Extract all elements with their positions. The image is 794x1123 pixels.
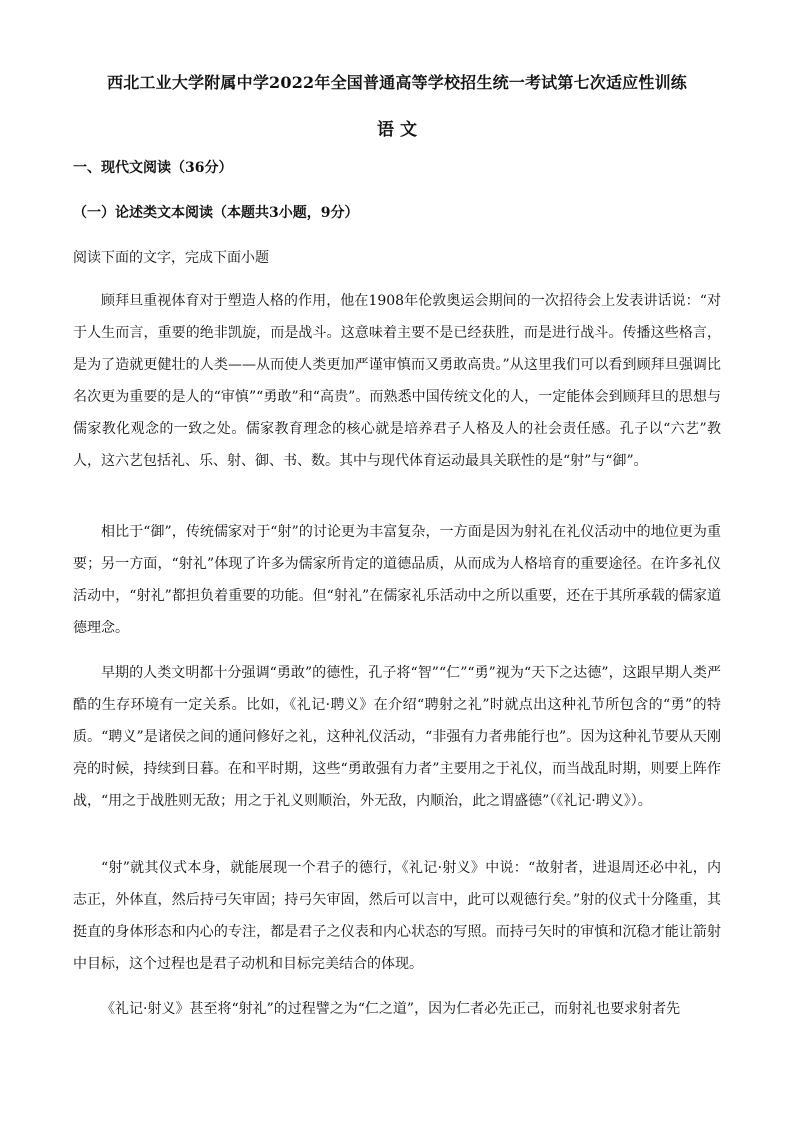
section-heading: 一、现代文阅读（36分）: [73, 160, 233, 176]
paragraph-1: 顾拜旦重视体育对于塑造人格的作用，他在1908年伦敦奥运会期间的一次招待会上发表讲话说：“对于人生而言，重要的绝非凯旋，而是战斗。这意味着主要不是已经获胜，而是进行战斗。传播这些格言，是为了造就更健壮的人类——从而使人类更加严谨审慎而又勇敢高贵。”从这里我们可以看到顾拜旦强调比名次更为重要的是人的“审慎”“勇敢”和“高贵”。而熟悉中国传统文化的人，一定能体会到顾拜旦的思想与儒家教化观念的一致之处。儒家教育理念的核心就是培养君子人格及人的社会责任感。孔子以“六艺”教人，这六艺包括礼、乐、射、御、书、数。其中与现代体育运动最具关联性的是“射”与“御”。: [73, 293, 721, 469]
paragraph-2: 相比于“御”，传统儒家对于“射”的讨论更为丰富复杂，一方面是因为射礼在礼仪活动中的地位更为重要；另一方面，“射礼”体现了许多为儒家所肯定的道德品质，从而成为人格培育的重要途径。在许多礼仪活动中，“射礼”都担负着重要的功能。但“射礼”在儒家礼乐活动中之所以重要，还在于其所承载的儒家道德理念。: [73, 524, 721, 636]
subsection-heading: （一）论述类文本阅读（本题共3小题，9分）: [73, 205, 359, 221]
exam-title: 西北工业大学附属中学2022年全国普通高等学校招生统一考试第七次适应性训练: [107, 73, 687, 92]
subject-heading: 语 文: [377, 120, 417, 140]
paragraph-4: “射”就其仪式本身，就能展现一个君子的德行，《礼记·射义》中说：“故射者，进退周还必中礼，内志正，外体直，然后持弓矢审固；持弓矢审固，然后可以言中，此可以观德行矣。”射的仪式十分隆重，其挺直的身体形态和内心的专注，都是君子之仪表和内心状态的写照。而持弓矢时的审慎和沉稳才能让箭射中目标，这个过程也是君子动机和目标完美结合的体现。: [73, 860, 721, 972]
instruction-text: 阅读下面的文字，完成下面小题: [73, 250, 269, 266]
paragraph-5: 《礼记·射义》甚至将“射礼”的过程譬之为“仁之道”，因为仁者必先正己，而射礼也要求射者先: [101, 1001, 681, 1017]
paragraph-3: 早期的人类文明都十分强调“勇敢”的德性，孔子将“智”“仁”“勇”视为“天下之达德”，这跟早期人类严酷的生存环境有一定关系。比如，《礼记·聘义》在介绍“聘射之礼”时就点出这种礼节所包含的“勇”的特质。“聘义”是诸侯之间的通问修好之礼，这种礼仪活动，“非强有力者弗能行也”。因为这种礼节要从天刚亮的时候，持续到日暮。在和平时期，这些“勇敢强有力者”主要用之于礼仪，而当战乱时期，则要上阵作战，“用之于战胜则无敌；用之于礼义则顺治，外无敌，内顺治，此之谓盛德”（《礼记·聘义》）。: [73, 665, 721, 809]
